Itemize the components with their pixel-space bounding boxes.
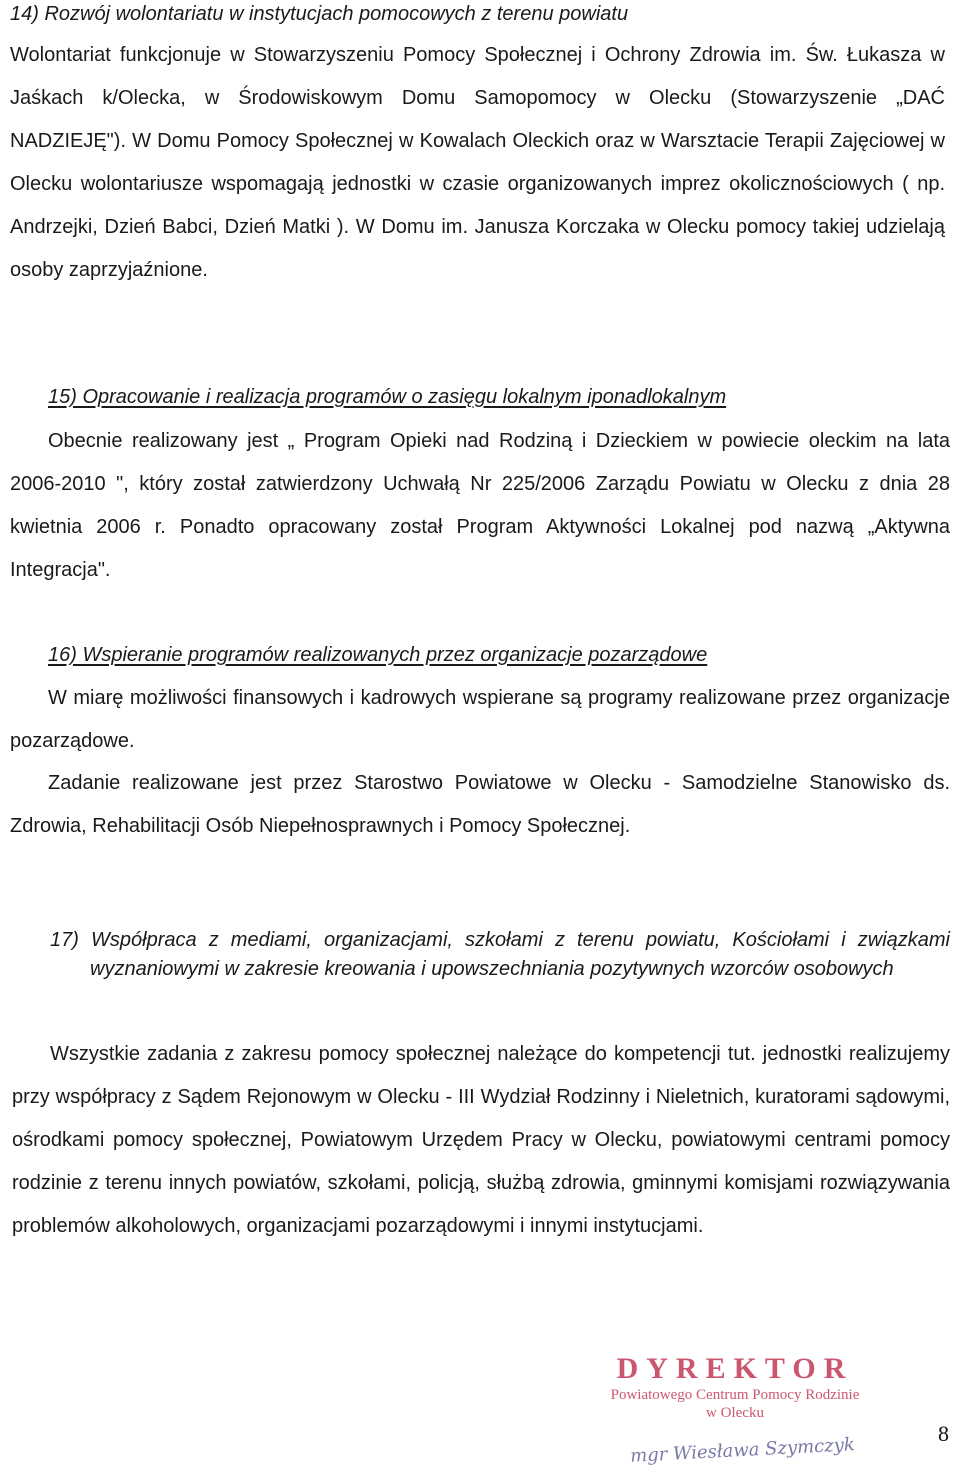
section-16-body-2: Zadanie realizowane jest przez Starostwo Powiatowe w Olecku - Samodzielne Stanowisko ds. Zdrowia, Rehabilitacji Osób Niepełnosprawnych i Pomocy Społecznej. bbox=[10, 772, 950, 837]
stamp-title: DYREKTOR bbox=[616, 1352, 854, 1385]
section-17-body: Wszystkie zadania z zakresu pomocy społecznej należące do kompetencji tut. jednostki realizujemy przy współpracy z Sądem Rejonowym w Olecku - III Wydział Rodzinny i Nieletnich, kuratorami sądowymi, ośrodkami pomocy społecznej, Powiatowym Urzędem Pracy w Olecku, powiatowymi centrami pomocy rodzinie z terenu innych powiatów, szkołami, policją, służbą zdrowia, gminnymi komisjami rozwiązywania problemów alkoholowych, organizacjami pozarządowymi i innymi instytucjami. bbox=[12, 1043, 950, 1237]
section-16-body-1: W miarę możliwości finansowych i kadrowych wspierane są programy realizowane przez organizacje pozarządowe. bbox=[10, 687, 950, 752]
director-signature: mgr Wiesława Szymczyk bbox=[629, 1434, 856, 1467]
section-17-heading: 17) Współpraca z mediami, organizacjami, szkołami z terenu powiatu, Kościołami i związkami wyznaniowymi w zakresie kreowania i upowszechniania pozytywnych wzorców osobowych bbox=[50, 929, 950, 980]
page-number: 8 bbox=[938, 1421, 949, 1446]
section-15-heading: 15) Opracowanie i realizacja programów o zasięgu lokalnym iponadlokalnym bbox=[48, 386, 727, 408]
stamp-line-1: Powiatowego Centrum Pomocy Rodzinie bbox=[610, 1387, 860, 1403]
section-14-heading: 14) Rozwój wolontariatu w instytucjach pomocowych z terenu powiatu bbox=[10, 3, 629, 25]
section-16-heading: 16) Wspieranie programów realizowanych przez organizacje pozarządowe bbox=[48, 644, 708, 666]
stamp-line-2: w Olecku bbox=[706, 1405, 764, 1421]
section-14-body: Wolontariat funkcjonuje w Stowarzyszeniu Pomocy Społecznej i Ochrony Zdrowia im. Św. Łukasza w Jaśkach k/Olecka, w Środowiskowym Domu Samopomocy w Olecku (Stowarzyszenie „DAĆ NADZIEJĘ"). W Domu Pomocy Społecznej w Kowalach Oleckich oraz w Warsztacie Terapii Zajęciowej w Olecku wolontariusze wspomagają jednostki w czasie organizowanych imprez okolicznościowych ( np. Andrzejki, Dzień Babci, Dzień Matki ). W Domu im. Janusza Korczaka w Olecku pomocy takiej udzielają osoby zaprzyjaźnione. bbox=[10, 44, 945, 281]
section-15-body: Obecnie realizowany jest „ Program Opieki nad Rodziną i Dzieckiem w powiecie oleckim na lata 2006-2010 ", który został zatwierdzony Uchwałą Nr 225/2006 Zarządu Powiatu w Olecku z dnia 28 kwietnia 2006 r. Ponadto opracowany został Program Aktywności Lokalnej pod nazwą „Aktywna Integracja". bbox=[10, 430, 950, 581]
